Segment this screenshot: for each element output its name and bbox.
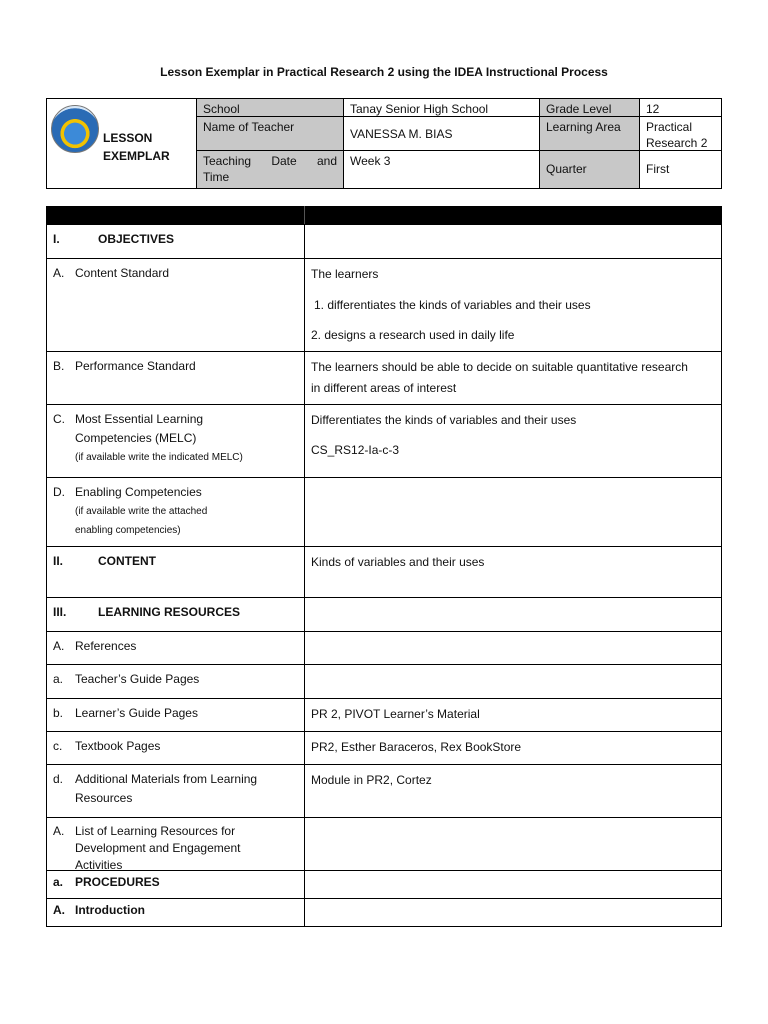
row-left-cell <box>47 405 305 477</box>
table-row-references <box>46 632 722 665</box>
row-right-cell <box>305 598 721 631</box>
table-row-objectives <box>46 224 722 259</box>
table-row-learners-guide <box>46 699 722 732</box>
row-right-cell <box>305 632 721 664</box>
row-label: D. <box>53 485 65 499</box>
row-right-cell <box>305 352 721 404</box>
row-label: A. <box>53 824 65 838</box>
row-right-cell: PR2, Esther Baraceros, Rex BookStore <box>311 740 522 754</box>
main-table-header-bar <box>46 206 722 224</box>
table-row-content-standard <box>46 259 722 352</box>
row-text: LEARNING RESOURCES <box>98 605 241 619</box>
row-text-line: Enabling Competencies <box>75 485 202 499</box>
grade-level-value: 12 <box>639 99 721 117</box>
row-text-line: Competencies (MELC) <box>75 431 197 445</box>
row-left-cell <box>47 352 305 404</box>
row-label: b. <box>53 706 64 720</box>
row-text: Performance Standard <box>75 359 196 373</box>
row-text: References <box>75 639 137 653</box>
row-right-cell: Module in PR2, Cortez <box>311 773 432 787</box>
row-text-line: List of Learning Resources for <box>75 824 236 838</box>
row-text <box>75 483 297 540</box>
row-right-cell <box>305 665 721 698</box>
learning-area-value-line2: Research 2 <box>646 136 708 150</box>
row-text: Textbook Pages <box>75 739 161 753</box>
row-text: OBJECTIVES <box>98 232 175 246</box>
row-text: Content Standard <box>75 266 170 280</box>
row-left-cell <box>47 871 305 898</box>
row-label: c. <box>53 739 63 753</box>
date-word: Date <box>271 154 297 168</box>
row-text: PROCEDURES <box>75 875 160 889</box>
row-label: a. <box>53 672 64 686</box>
row-note: enabling competencies) <box>75 525 181 536</box>
row-left-cell <box>47 732 305 764</box>
row-label: A. <box>53 903 65 917</box>
table-row-content <box>46 547 722 598</box>
row-right-cell <box>305 478 721 546</box>
school-seal-logo <box>51 105 99 153</box>
row-left-cell <box>47 478 305 546</box>
table-row-enabling-competencies <box>46 478 722 547</box>
learning-area-label: Learning Area <box>539 117 639 151</box>
document-title: Lesson Exemplar in Practical Research 2 using the IDEA Instructional Process <box>160 65 608 79</box>
row-text-line: Activities <box>75 858 123 872</box>
row-right-cell: Kinds of variables and their uses <box>311 555 485 569</box>
row-left-cell <box>47 699 305 731</box>
learning-area-value-line1: Practical <box>646 120 693 134</box>
row-left-cell <box>47 899 305 926</box>
table-row-learning-resources <box>46 598 722 632</box>
teaching-date-label-line2: Time <box>203 170 230 184</box>
table-row-performance-standard <box>46 352 722 405</box>
school-label: School <box>197 99 343 117</box>
lesson-label-line1: LESSON <box>103 131 153 145</box>
row-right-cell <box>305 871 721 898</box>
value-line: The learners <box>311 267 379 281</box>
row-text: CONTENT <box>98 554 156 568</box>
school-value: Tanay Senior High School <box>343 99 539 117</box>
row-left-cell <box>47 632 305 664</box>
row-left-cell <box>47 225 305 258</box>
row-note: (if available write the attached <box>75 506 208 517</box>
row-text-line: Development and Engagement <box>75 841 241 855</box>
quarter-label: Quarter <box>539 151 639 188</box>
row-text-line: Resources <box>75 791 133 805</box>
value-line: in different areas of interest <box>311 381 457 395</box>
row-label: d. <box>53 772 64 786</box>
row-left-cell <box>47 547 305 597</box>
lesson-label-line2: EXEMPLAR <box>103 149 170 163</box>
row-label: II. <box>53 554 64 568</box>
teacher-label: Name of Teacher <box>197 117 343 151</box>
table-row-list-of-resources <box>46 818 722 871</box>
teaching-date-value: Week 3 <box>343 151 539 188</box>
value-line: The learners should be able to decide on suitable quantitative research <box>311 360 688 374</box>
value-line: CS_RS12-Ia-c-3 <box>311 443 400 457</box>
row-text <box>75 410 297 467</box>
row-label: I. <box>53 232 60 246</box>
learning-area-value <box>639 117 721 151</box>
teaching-word: Teaching <box>203 154 252 168</box>
row-right-cell <box>305 225 721 258</box>
table-row-procedures <box>46 871 722 899</box>
table-row-melc <box>46 405 722 478</box>
row-text: Introduction <box>75 903 145 917</box>
value-line: 2. designs a research used in daily life <box>311 328 515 342</box>
row-text-line: Additional Materials from Learning <box>75 772 258 786</box>
row-label: B. <box>53 359 65 373</box>
row-right-cell <box>305 899 721 926</box>
logo-cell <box>47 99 197 188</box>
quarter-value: First <box>639 151 721 188</box>
row-left-cell <box>47 665 305 698</box>
teaching-date-label-line1 <box>203 153 337 169</box>
row-left-cell <box>47 259 305 351</box>
header-table <box>46 98 722 189</box>
row-text <box>75 770 297 808</box>
row-label: C. <box>53 412 65 426</box>
row-left-cell <box>47 818 305 870</box>
grade-level-label: Grade Level <box>539 99 639 117</box>
table-row-additional-materials <box>46 765 722 818</box>
row-label: a. <box>53 875 64 889</box>
row-text <box>75 823 297 874</box>
table-row-teachers-guide <box>46 665 722 699</box>
lesson-exemplar-label <box>103 129 170 165</box>
row-text-line: Most Essential Learning <box>75 412 204 426</box>
value-line: Differentiates the kinds of variables and their uses <box>311 413 577 427</box>
teaching-date-label <box>197 151 343 188</box>
row-note: (if available write the indicated MELC) <box>75 452 243 463</box>
teacher-value: VANESSA M. BIAS <box>343 117 539 151</box>
row-label: III. <box>53 605 67 619</box>
row-label: A. <box>53 266 65 280</box>
table-row-textbook <box>46 732 722 765</box>
row-label: A. <box>53 639 65 653</box>
row-right-cell <box>305 818 721 870</box>
row-text: Teacher’s Guide Pages <box>75 672 200 686</box>
row-left-cell <box>47 598 305 631</box>
table-row-introduction <box>46 899 722 927</box>
and-word: and <box>316 154 337 168</box>
row-right-cell: PR 2, PIVOT Learner’s Material <box>311 707 480 721</box>
row-right-cell <box>305 259 721 351</box>
row-left-cell <box>47 765 305 817</box>
value-line: 1. differentiates the kinds of variables and their uses <box>314 298 591 312</box>
row-text: Learner’s Guide Pages <box>75 706 198 720</box>
row-right-cell <box>305 405 721 477</box>
